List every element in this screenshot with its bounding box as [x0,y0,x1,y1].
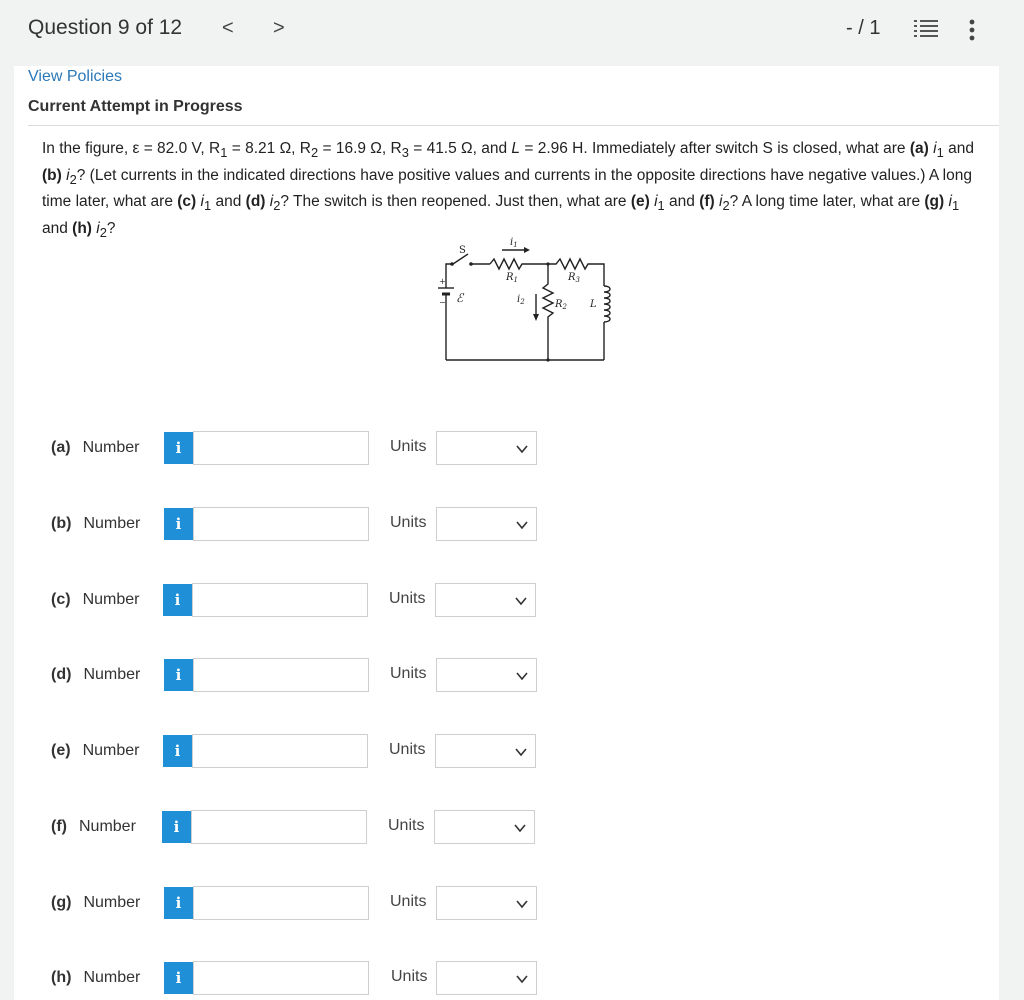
answer-label: (d) Number [51,666,141,683]
chevron-down-icon [515,897,529,911]
units-select-g[interactable] [436,886,537,920]
next-question-button[interactable]: > [273,17,285,39]
answer-row-f [14,810,999,844]
number-input-d[interactable] [193,658,369,692]
chevron-down-icon [515,442,529,456]
number-input-a[interactable] [193,431,369,465]
list-icon[interactable] [914,19,938,39]
inductor-label: L [590,299,597,310]
chevron-down-icon [513,821,527,835]
number-input-b[interactable] [193,507,369,541]
answer-label: (b) Number [51,515,141,532]
r3-label: $R_3$ [568,272,580,284]
number-input-g[interactable] [193,886,369,920]
top-bar [0,0,1024,58]
units-label: Units [390,438,427,455]
emf-label: ℰ [456,291,464,305]
answer-row-a [14,431,999,465]
current-i2-label: $i_2$ [517,294,525,306]
answer-label: (a) Number [51,439,140,456]
answer-label: (e) Number [51,742,140,759]
units-select-c[interactable] [435,583,536,617]
more-vertical-icon[interactable] [968,18,976,42]
answer-label: (g) Number [51,894,141,911]
problem-text: In the figure, ε = 82.0 V, $R_1 = 8.21$ Ω, $R_2 = 16.9$ Ω, $R_3 = 41.5$ Ω, and L = 2.96 H. Immediately after switch S is closed, what are (a) $i_1$ and (b) $i_2$? (Let currents in the indicated directions have positive values and currents in the opposite directions have negative values.) A long time later, what are (c) $i_1$ and (d) $i_2$? The switch is then reopened. Just then, what are (e) $i_1$ and (f) $i_2$? A long time later, what are (g) $i_1$ and (h) $i_2$? [42,140,974,240]
info-icon[interactable]: i [163,584,192,616]
number-input-e[interactable] [192,734,368,768]
units-label: Units [390,665,427,682]
units-label: Units [388,817,425,834]
units-select-d[interactable] [436,658,537,692]
units-select-h[interactable] [436,961,537,995]
view-policies-link[interactable]: View Policies [28,68,122,85]
answer-label: (c) Number [51,591,140,608]
number-input-f[interactable] [191,810,367,844]
answer-row-c [14,583,999,617]
units-label: Units [389,590,426,607]
units-label: Units [390,893,427,910]
units-label: Units [390,514,427,531]
units-select-f[interactable] [434,810,535,844]
chevron-down-icon [515,518,529,532]
number-input-c[interactable] [192,583,368,617]
battery-plus: + [439,277,446,286]
battery-minus: − [439,298,446,307]
answer-row-h [14,961,999,995]
units-select-e[interactable] [435,734,536,768]
info-icon[interactable]: i [164,887,193,919]
r1-label: $R_1$ [506,272,518,284]
answer-label: (h) Number [51,969,141,986]
number-input-h[interactable] [193,961,369,995]
units-select-a[interactable] [436,431,537,465]
answer-label: (f) Number [51,818,136,835]
chevron-down-icon [514,594,528,608]
info-icon[interactable]: i [164,508,193,540]
r2-label: $R_2$ [555,299,567,311]
score: - / 1 [846,17,881,39]
info-icon[interactable]: i [163,735,192,767]
attempt-status: Current Attempt in Progress [28,98,243,115]
answer-row-e [14,734,999,768]
previous-question-button[interactable]: < [222,17,234,39]
chevron-down-icon [515,669,529,683]
question-counter: Question 9 of 12 [28,16,183,39]
answer-row-d [14,658,999,692]
info-icon[interactable]: i [164,962,193,994]
info-icon[interactable]: i [164,432,193,464]
chevron-down-icon [515,972,529,986]
divider [28,125,999,126]
units-label: Units [391,968,428,985]
info-icon[interactable]: i [164,659,193,691]
question-card [14,66,999,1000]
info-icon[interactable]: i [162,811,191,843]
units-select-b[interactable] [436,507,537,541]
answer-row-b [14,507,999,541]
current-i1-label: $i_1$ [510,237,518,249]
switch-label: S [459,245,466,256]
units-label: Units [389,741,426,758]
chevron-down-icon [514,745,528,759]
circuit-figure [424,234,614,370]
answer-row-g [14,886,999,920]
